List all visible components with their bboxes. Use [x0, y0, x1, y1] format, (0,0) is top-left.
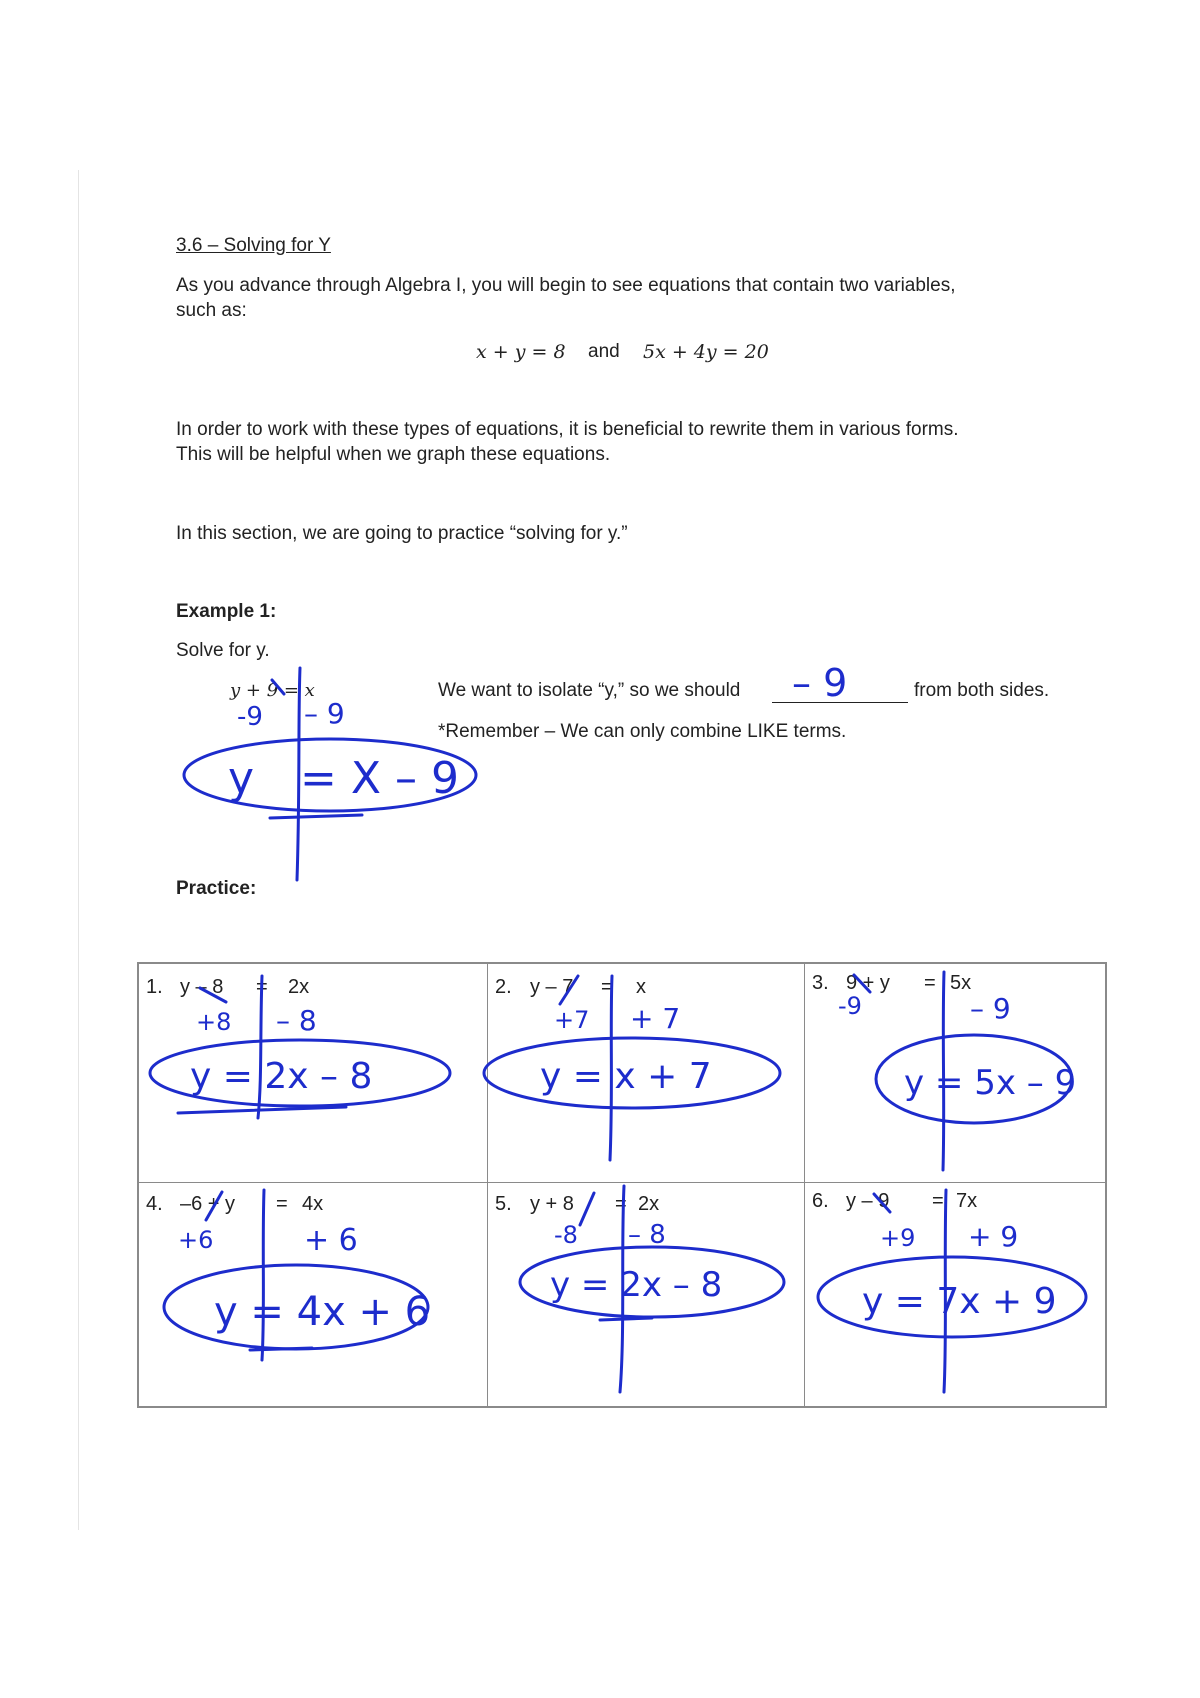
problem-5-equals: = — [615, 1193, 627, 1215]
example-heading: Example 1: — [176, 601, 277, 622]
equation-2: 5x + 4y = 20 — [643, 341, 769, 363]
strike-mark — [854, 975, 870, 992]
problem-4-answer: y = 4x + 6 — [214, 1289, 431, 1335]
example-answer-left: y — [228, 753, 255, 804]
equation-and: and — [588, 341, 620, 362]
problem-2-step-right: + 7 — [630, 1002, 681, 1035]
problem-4-equals: = — [276, 1193, 288, 1215]
example-answer-right: = X – 9 — [300, 753, 459, 804]
strike-mark — [206, 1192, 222, 1220]
problem-6-step-right: + 9 — [968, 1220, 1019, 1253]
strike-mark — [560, 976, 578, 1004]
section-intro: In this section, we are going to practice “solving for y.” — [176, 523, 628, 544]
example-right-step: – 9 — [304, 697, 345, 730]
problem-6-left: y – 9 — [846, 1190, 890, 1212]
problem-4-right: 4x — [302, 1193, 324, 1215]
underline-mark — [600, 1318, 652, 1320]
problem-3-number: 3. — [812, 972, 829, 994]
forms-line-2: This will be helpful when we graph these equations. — [176, 444, 611, 465]
practice-heading: Practice: — [176, 878, 257, 899]
underline-mark — [250, 1348, 312, 1350]
problem-1-step-left: +8 — [196, 1008, 232, 1036]
underline-mark — [178, 1107, 346, 1113]
strike-mark — [580, 1193, 594, 1225]
problem-1-left: y – 8 — [180, 976, 224, 998]
problem-4-step-right: + 6 — [304, 1223, 358, 1258]
problem-6-number: 6. — [812, 1190, 829, 1212]
example-equation: y + 9 = x — [230, 680, 315, 701]
problem-1-right: 2x — [288, 976, 310, 998]
example-instruction: Solve for y. — [176, 640, 270, 661]
example-prompt-before: We want to isolate “y,” so we should — [438, 680, 741, 701]
problem-2-number: 2. — [495, 976, 512, 998]
intro-line-2: such as: — [176, 300, 247, 321]
problem-2-equals: = — [601, 976, 613, 998]
example-left-step: -9 — [237, 702, 263, 732]
problem-3-right: 5x — [950, 972, 972, 994]
problem-3-equals: = — [924, 972, 936, 994]
problem-5-step-right: – 8 — [628, 1220, 666, 1250]
problem-5-step-left: -8 — [554, 1221, 578, 1249]
problem-2-right: x — [636, 976, 646, 998]
strike-mark — [874, 1194, 890, 1212]
underline-mark — [270, 815, 362, 818]
problem-5-left: y + 8 — [530, 1193, 574, 1215]
problem-4-left: –6 + y — [180, 1193, 236, 1215]
equation-1: x + y = 8 — [476, 341, 566, 363]
problem-1-equals: = — [256, 976, 268, 998]
intro-line-1: As you advance through Algebra I, you will begin to see equations that contain two variables, — [176, 275, 956, 296]
example-blank-answer: – 9 — [792, 661, 848, 705]
problem-4-number: 4. — [146, 1193, 163, 1215]
problem-6-step-left: +9 — [880, 1224, 916, 1252]
problem-3-step-left: -9 — [838, 992, 862, 1020]
problem-2-answer: y = x + 7 — [540, 1056, 712, 1097]
problem-6-right: 7x — [956, 1190, 978, 1212]
strike-mark — [272, 680, 284, 694]
problem-2-step-left: +7 — [554, 1006, 590, 1034]
problem-5-answer: y = 2x – 8 — [550, 1265, 723, 1305]
problem-1-number: 1. — [146, 976, 163, 998]
problem-4-step-left: +6 — [178, 1226, 214, 1254]
problem-6-answer: y = 7x + 9 — [862, 1281, 1057, 1322]
section-title: 3.6 – Solving for Y — [176, 235, 331, 256]
problem-3-answer: y = 5x – 9 — [904, 1063, 1077, 1103]
forms-line-1: In order to work with these types of equations, it is beneficial to rewrite them in various forms. — [176, 419, 959, 440]
problem-1-answer: y = 2x – 8 — [190, 1056, 373, 1097]
problem-2-left: y – 7 — [530, 976, 574, 998]
problem-5-number: 5. — [495, 1193, 512, 1215]
problem-1-step-right: – 8 — [276, 1004, 317, 1037]
example-prompt-after: from both sides. — [914, 680, 1050, 701]
problem-3-left: 9 + y — [846, 972, 890, 994]
strike-mark — [200, 988, 226, 1002]
remember-note: *Remember – We can only combine LIKE terms. — [438, 721, 847, 742]
problem-5-right: 2x — [638, 1193, 660, 1215]
problem-6-equals: = — [932, 1190, 944, 1212]
problem-3-step-right: – 9 — [970, 992, 1011, 1025]
